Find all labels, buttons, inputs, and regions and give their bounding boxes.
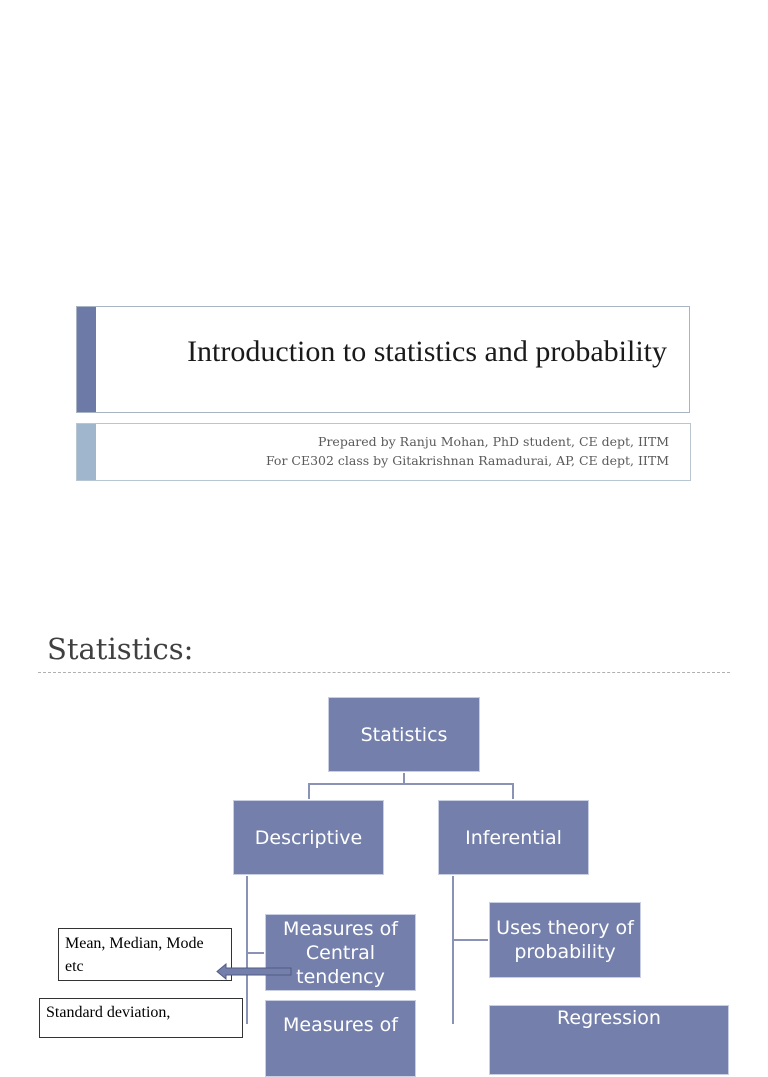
connector-to-inferential bbox=[512, 783, 514, 800]
subtitle-line-class: For CE302 class by Gitakrishnan Ramadurai, AP, CE dept, IITM bbox=[265, 453, 669, 468]
node-inferential: Inferential bbox=[438, 800, 589, 875]
node-theory-of-probability: Uses theory of probability bbox=[489, 902, 641, 978]
title-box bbox=[76, 306, 690, 413]
note-standard-deviation: Standard deviation, bbox=[39, 998, 243, 1038]
left-arrow-icon bbox=[216, 963, 292, 980]
slide-title: Introduction to statistics and probability bbox=[187, 335, 667, 368]
node-central-tendency: Measures of Central tendency bbox=[265, 914, 416, 991]
slide-heading: Statistics: bbox=[47, 632, 194, 666]
connector-to-central bbox=[246, 952, 265, 954]
connector-horizontal-top bbox=[308, 783, 514, 785]
node-dispersion: Measures of bbox=[265, 1000, 416, 1077]
connector-descriptive-trunk bbox=[246, 875, 248, 1024]
subtitle-line-author: Prepared by Ranju Mohan, PhD student, CE dept, IITM bbox=[318, 434, 669, 449]
connector-to-theory bbox=[452, 939, 489, 941]
subtitle-box bbox=[76, 423, 691, 481]
heading-divider bbox=[38, 672, 730, 673]
node-regression: Regression bbox=[489, 1005, 729, 1075]
connector-to-descriptive bbox=[308, 783, 310, 800]
subtitle-accent-bar bbox=[77, 424, 96, 480]
slide-subtitle bbox=[109, 432, 669, 470]
connector-inferential-trunk bbox=[452, 875, 454, 1024]
note-mean-median-mode: Mean, Median, Mode etc bbox=[58, 928, 232, 981]
node-descriptive: Descriptive bbox=[233, 800, 384, 875]
title-accent-bar bbox=[77, 307, 96, 412]
node-statistics: Statistics bbox=[328, 697, 480, 772]
